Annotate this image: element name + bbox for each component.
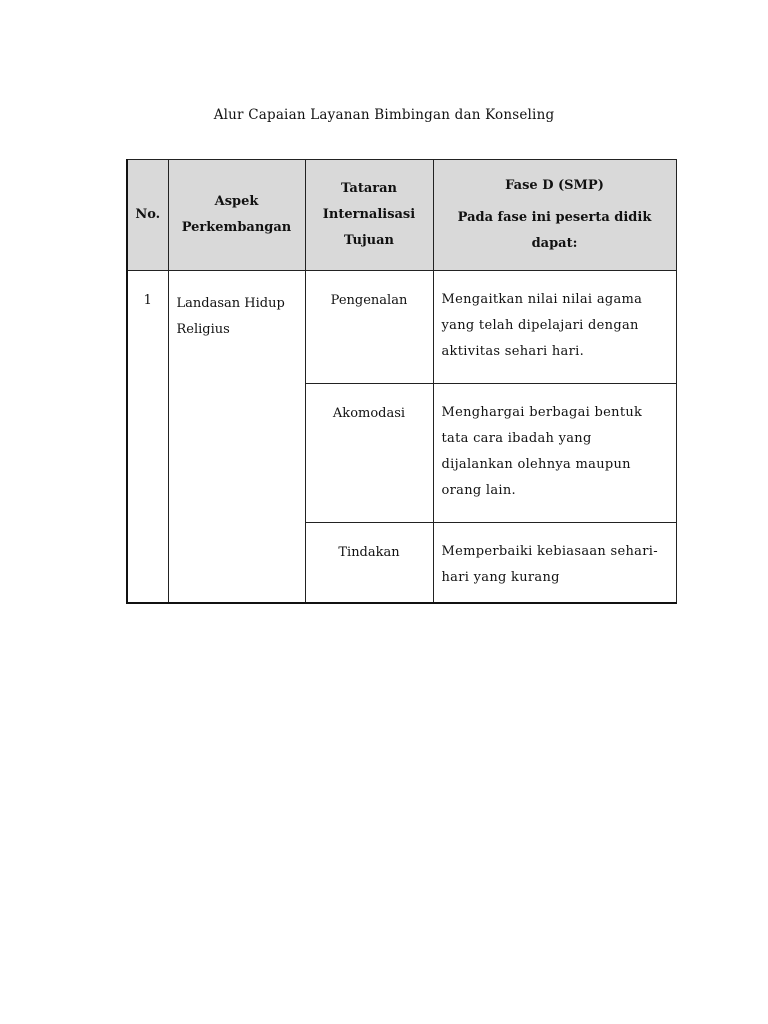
row-aspek: Landasan Hidup Religius bbox=[168, 271, 305, 604]
header-aspek: Aspek Perkembangan bbox=[168, 160, 305, 271]
tataran-cell: Akomodasi bbox=[305, 384, 433, 523]
table-row bbox=[127, 271, 676, 384]
header-fase-subtitle: Pada fase ini peserta didik dapat: bbox=[457, 210, 652, 251]
header-tataran: Tataran Internalisasi Tujuan bbox=[305, 160, 433, 271]
description-cell: Menghargai berbagai bentuk tata cara ibadah yang dijalankan olehnya maupun orang lain. bbox=[433, 384, 676, 523]
document-title: Alur Capaian Layanan Bimbingan dan Konseling bbox=[213, 107, 555, 123]
tataran-cell: Tindakan bbox=[305, 523, 433, 604]
header-no: No. bbox=[127, 160, 168, 271]
table-header-row bbox=[127, 160, 676, 271]
header-fase-title: Fase D (SMP) bbox=[505, 178, 604, 193]
capaian-table bbox=[126, 159, 677, 604]
row-number: 1 bbox=[127, 271, 168, 604]
header-fase bbox=[433, 160, 676, 271]
description-cell: Mengaitkan nilai nilai agama yang telah dipelajari dengan aktivitas sehari hari. bbox=[433, 271, 676, 384]
description-cell: Memperbaiki kebiasaan sehari-hari yang kurang bbox=[433, 523, 676, 604]
tataran-cell: Pengenalan bbox=[305, 271, 433, 384]
